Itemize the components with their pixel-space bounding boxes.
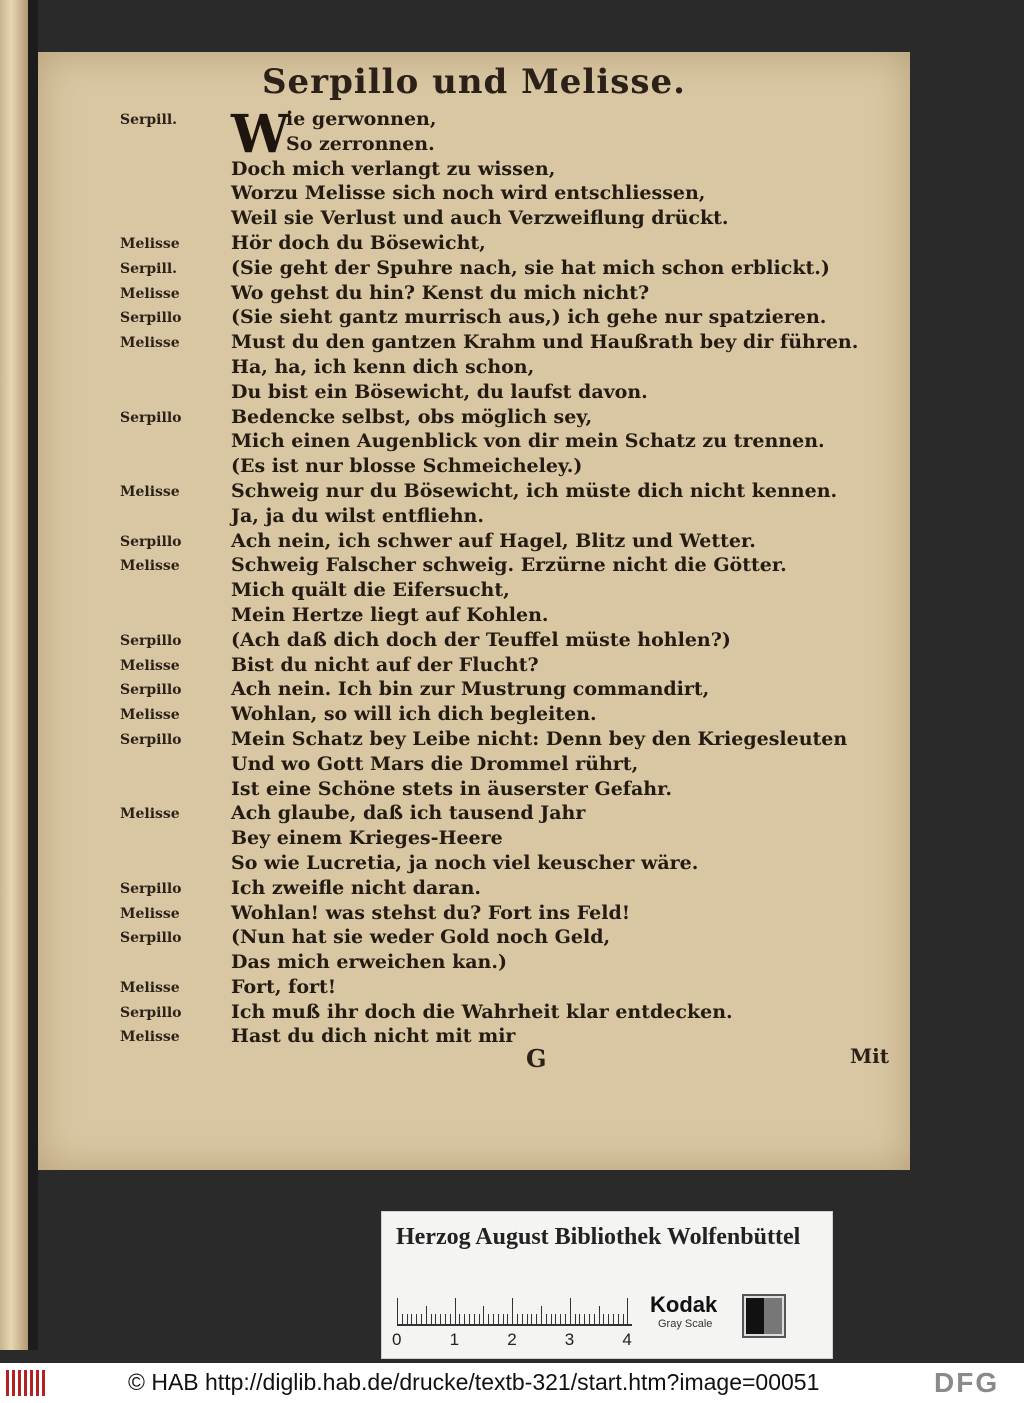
ruler-tick bbox=[474, 1314, 475, 1324]
ruler-tick bbox=[536, 1314, 537, 1324]
verse-line bbox=[38, 133, 898, 158]
verse-line bbox=[38, 976, 898, 1001]
speaker-name: Melisse bbox=[120, 707, 180, 724]
ruler-tick bbox=[455, 1298, 456, 1324]
verse-line bbox=[38, 604, 898, 629]
speaker-name: Melisse bbox=[120, 806, 180, 823]
ruler-tick bbox=[407, 1314, 408, 1324]
ruler-tick bbox=[565, 1314, 566, 1324]
adjacent-page-edge bbox=[0, 0, 28, 1350]
ruler-tick bbox=[522, 1314, 523, 1324]
verse-text: Worzu Melisse sich noch wird entschliessen, bbox=[231, 182, 706, 205]
verse-line bbox=[38, 579, 898, 604]
ruler-tick bbox=[397, 1298, 398, 1324]
speaker-name: Serpill. bbox=[120, 260, 178, 277]
ruler-tick bbox=[507, 1314, 508, 1324]
verse-line bbox=[38, 926, 898, 951]
verse-text: (Ach daß dich doch der Teuffel müste hohlen?) bbox=[231, 628, 731, 651]
speaker-name: Serpillo bbox=[120, 880, 182, 897]
ruler-tick bbox=[584, 1314, 585, 1324]
ruler-tick bbox=[613, 1314, 614, 1324]
verse-line bbox=[38, 629, 898, 654]
ruler-tick bbox=[546, 1314, 547, 1324]
verse-line bbox=[38, 158, 898, 183]
verse-text: Ach glaube, daß ich tausend Jahr bbox=[231, 802, 586, 825]
verse-line bbox=[38, 1025, 898, 1050]
ruler-tick bbox=[426, 1306, 427, 1324]
verse-line bbox=[38, 827, 898, 852]
ruler-number: 3 bbox=[564, 1330, 575, 1349]
verse-text: Ach nein. Ich bin zur Mustrung commandirt, bbox=[231, 678, 710, 701]
verse-line bbox=[38, 406, 898, 431]
speaker-name: Melisse bbox=[120, 657, 180, 674]
ruler-tick bbox=[488, 1314, 489, 1324]
ruler-tick bbox=[623, 1314, 624, 1324]
verse-line bbox=[38, 480, 898, 505]
verse-line bbox=[38, 778, 898, 803]
verse-text: Ich muß ihr doch die Wahrheit klar entdecken. bbox=[231, 1000, 733, 1023]
verse-line bbox=[38, 356, 898, 381]
ruler-tick bbox=[579, 1314, 580, 1324]
verse-line bbox=[38, 182, 898, 207]
verse-line bbox=[38, 331, 898, 356]
verse-line bbox=[38, 381, 898, 406]
ruler-number: 1 bbox=[449, 1330, 460, 1349]
verse-text: Und wo Gott Mars die Drommel rührt, bbox=[231, 752, 639, 775]
verse-line bbox=[38, 554, 898, 579]
ruler-tick bbox=[431, 1314, 432, 1324]
ruler-tick bbox=[541, 1306, 542, 1324]
ruler-tick bbox=[560, 1314, 561, 1324]
verse-text: Bist du nicht auf der Flucht? bbox=[231, 653, 539, 676]
ruler-tick bbox=[450, 1314, 451, 1324]
verse-line bbox=[38, 877, 898, 902]
drop-initial: W bbox=[231, 104, 290, 165]
verse-lines bbox=[38, 104, 898, 1050]
verse-line bbox=[38, 902, 898, 927]
verse-text: Ach nein, ich schwer auf Hagel, Blitz und Wetter. bbox=[231, 529, 756, 552]
verse-text: ie gerwonnen, bbox=[286, 108, 437, 130]
verse-text: Bey einem Krieges-Heere bbox=[231, 827, 503, 850]
verse-line bbox=[38, 455, 898, 480]
speaker-name: Melisse bbox=[120, 1029, 180, 1046]
speaker-name: Serpillo bbox=[120, 632, 182, 649]
ruler-tick bbox=[527, 1314, 528, 1324]
book-page bbox=[38, 52, 910, 1170]
speaker-name: Serpill. bbox=[120, 112, 178, 128]
ruler-tick bbox=[589, 1314, 590, 1324]
ruler-number: 2 bbox=[507, 1330, 517, 1349]
color-calibration-card bbox=[381, 1211, 833, 1359]
verse-line bbox=[38, 108, 898, 133]
ruler-tick bbox=[411, 1314, 412, 1324]
ruler-tick bbox=[440, 1314, 441, 1324]
ruler-number: 0 bbox=[392, 1330, 402, 1349]
verse-line bbox=[38, 306, 898, 331]
verse-text: Ich zweifle nicht daran. bbox=[231, 876, 482, 899]
ruler-tick bbox=[402, 1314, 403, 1324]
speaker-name: Serpillo bbox=[120, 930, 182, 947]
verse-text: (Es ist nur blosse Schmeicheley.) bbox=[231, 455, 583, 478]
verse-text: Das mich erweichen kan.) bbox=[231, 951, 507, 974]
verse-text: Must du den gantzen Krahm und Haußrath bey dir führen. bbox=[231, 331, 859, 354]
verse-text: Hast du dich nicht mit mir bbox=[231, 1025, 516, 1048]
ruler-scale bbox=[397, 1294, 632, 1326]
ruler-tick bbox=[479, 1314, 480, 1324]
verse-text: (Sie sieht gantz murrisch aus,) ich gehe nur spatzieren. bbox=[231, 306, 827, 329]
ruler-tick bbox=[627, 1298, 628, 1324]
verse-text: Wohlan! was stehst du? Fort ins Feld! bbox=[231, 901, 631, 924]
ruler-tick bbox=[531, 1314, 532, 1324]
speaker-name: Melisse bbox=[120, 558, 180, 575]
speaker-name: Melisse bbox=[120, 285, 180, 302]
verse-line bbox=[38, 852, 898, 877]
verse-line bbox=[38, 951, 898, 976]
verse-text: Bedencke selbst, obs möglich sey, bbox=[231, 405, 593, 428]
ruler-tick bbox=[493, 1314, 494, 1324]
verse-text: Du bist ein Bösewicht, du laufst davon. bbox=[231, 380, 648, 403]
verse-line bbox=[38, 728, 898, 753]
verse-line bbox=[38, 207, 898, 232]
speaker-name: Melisse bbox=[120, 335, 180, 352]
copyright-url: © HAB http://diglib.hab.de/drucke/textb-321/start.htm?image=00051 bbox=[128, 1369, 820, 1395]
verse-text: Wo gehst du hin? Kenst du mich nicht? bbox=[231, 281, 650, 304]
ruler-tick bbox=[459, 1314, 460, 1324]
ruler-tick bbox=[435, 1314, 436, 1324]
verse-line bbox=[38, 703, 898, 728]
verse-text: Ja, ja du wilst entfliehn. bbox=[231, 504, 484, 527]
gray-swatch bbox=[764, 1298, 782, 1334]
verse-line bbox=[38, 282, 898, 307]
kodak-subtitle: Gray Scale bbox=[658, 1318, 713, 1330]
verse-line bbox=[38, 753, 898, 778]
speaker-name: Serpillo bbox=[120, 682, 182, 699]
ruler-tick bbox=[555, 1314, 556, 1324]
ruler-tick bbox=[483, 1306, 484, 1324]
footer-bar bbox=[0, 1363, 1024, 1403]
ruler-tick bbox=[464, 1314, 465, 1324]
ruler-tick bbox=[421, 1314, 422, 1324]
verse-line bbox=[38, 530, 898, 555]
verse-line bbox=[38, 232, 898, 257]
verse-text: (Nun hat sie weder Gold noch Geld, bbox=[231, 926, 611, 949]
ruler-tick bbox=[594, 1314, 595, 1324]
ruler-tick bbox=[498, 1314, 499, 1324]
verse-text: Mich quält die Eifersucht, bbox=[231, 579, 510, 602]
speaker-name: Melisse bbox=[120, 905, 180, 922]
ruler-tick bbox=[603, 1314, 604, 1324]
gutter-shadow bbox=[28, 0, 38, 1350]
speaker-name: Serpillo bbox=[120, 310, 182, 327]
verse-text: Mich einen Augenblick von dir mein Schatz zu trennen. bbox=[231, 430, 825, 453]
speaker-name: Serpillo bbox=[120, 533, 182, 550]
verse-line bbox=[38, 257, 898, 282]
signature-mark: G bbox=[526, 1044, 547, 1073]
verse-text: Doch mich verlangt zu wissen, bbox=[231, 157, 556, 180]
page-title: Serpillo und Melisse. bbox=[261, 62, 687, 102]
speaker-name: Melisse bbox=[120, 235, 180, 252]
verse-text: So zerronnen. bbox=[286, 132, 435, 155]
dfg-logo: DFG bbox=[934, 1367, 1000, 1398]
verse-line bbox=[38, 802, 898, 827]
verse-text: (Sie geht der Spuhre nach, sie hat mich schon erblickt.) bbox=[231, 256, 830, 279]
ruler-tick bbox=[575, 1314, 576, 1324]
ruler-tick bbox=[551, 1314, 552, 1324]
verse-line bbox=[38, 1001, 898, 1026]
speaker-name: Serpillo bbox=[120, 409, 182, 426]
verse-text: Wohlan, so will ich dich begleiten. bbox=[231, 703, 597, 726]
catchword: Mit bbox=[850, 1044, 889, 1068]
verse-text: Weil sie Verlust und auch Verzweiflung drückt. bbox=[231, 207, 729, 230]
speaker-name: Melisse bbox=[120, 979, 180, 996]
verse-line bbox=[38, 678, 898, 703]
ruler-tick bbox=[517, 1314, 518, 1324]
verse-text: Schweig Falscher schweig. Erzürne nicht die Götter. bbox=[231, 554, 787, 577]
ruler-tick bbox=[469, 1314, 470, 1324]
ruler-tick bbox=[608, 1314, 609, 1324]
verse-text: Hör doch du Bösewicht, bbox=[231, 231, 486, 254]
verse-text: So wie Lucretia, ja noch viel keuscher wäre. bbox=[231, 851, 699, 874]
speaker-name: Serpillo bbox=[120, 731, 182, 748]
hab-logo-icon bbox=[6, 1370, 46, 1396]
verse-text: Fort, fort! bbox=[231, 975, 337, 998]
library-name: Herzog August Bibliothek Wolfenbüttel bbox=[396, 1224, 801, 1250]
ruler-tick bbox=[570, 1298, 571, 1324]
verse-text: Mein Schatz bey Leibe nicht: Denn bey den Kriegesleuten bbox=[231, 727, 848, 750]
kodak-logo: Kodak bbox=[650, 1292, 718, 1317]
verse-text: Mein Hertze liegt auf Kohlen. bbox=[231, 603, 549, 626]
verse-text: Ha, ha, ich kenn dich schon, bbox=[231, 355, 535, 378]
ruler-tick bbox=[445, 1314, 446, 1324]
ruler-tick bbox=[416, 1314, 417, 1324]
speaker-name: Serpillo bbox=[120, 1004, 182, 1021]
speaker-name: Melisse bbox=[120, 483, 180, 500]
verse-line bbox=[38, 505, 898, 530]
verse-text: Ist eine Schöne stets in äuserster Gefahr. bbox=[231, 777, 672, 800]
verse-line bbox=[38, 654, 898, 679]
ruler-number: 4 bbox=[622, 1330, 632, 1349]
ruler-tick bbox=[599, 1306, 600, 1324]
verse-line bbox=[38, 430, 898, 455]
black-swatch bbox=[746, 1298, 764, 1334]
ruler-tick bbox=[503, 1314, 504, 1324]
ruler-tick bbox=[512, 1298, 513, 1324]
ruler-tick bbox=[618, 1314, 619, 1324]
verse-text: Schweig nur du Bösewicht, ich müste dich nicht kennen. bbox=[231, 479, 838, 502]
